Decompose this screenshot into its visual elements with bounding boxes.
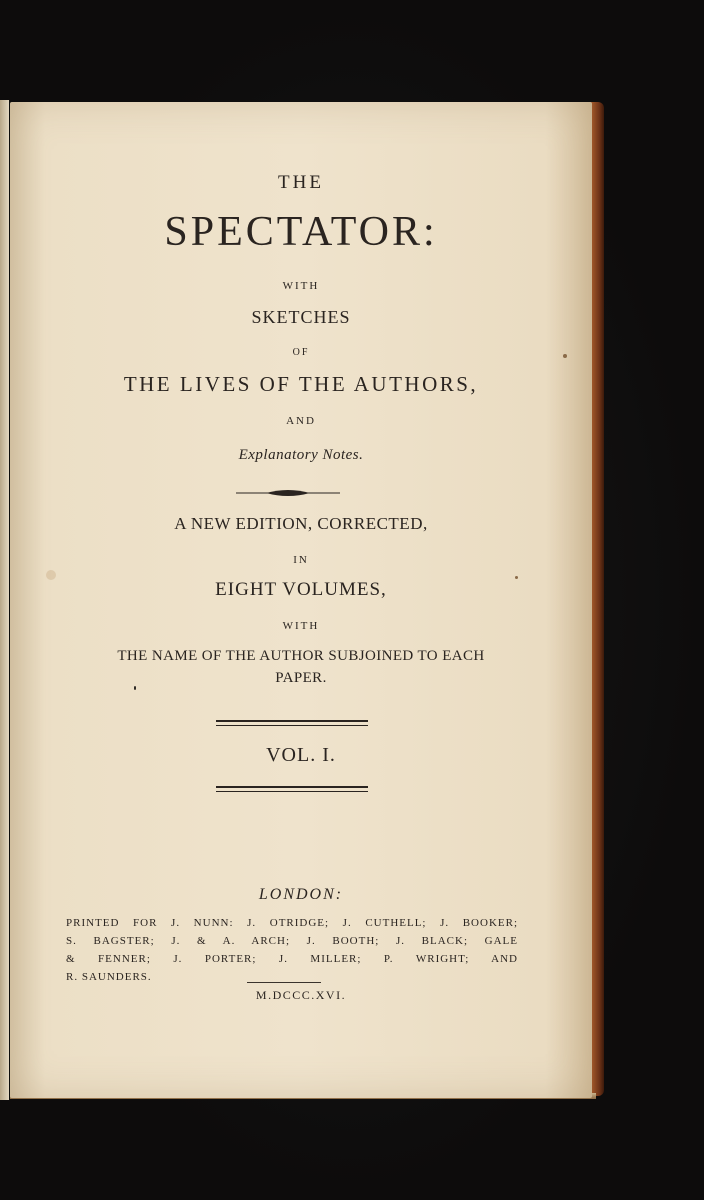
with-label: WITH: [282, 280, 320, 292]
author-note-line-2: PAPER.: [275, 670, 327, 686]
of-label: OF: [292, 347, 310, 358]
volume-number: VOL. I.: [266, 744, 336, 766]
imprint-line: PRINTED FOR J. NUNN: J. OTRIDGE; J. CUTHELL; J. BOOKER;: [66, 917, 518, 929]
in-label: IN: [293, 554, 309, 566]
foxing-spot: [563, 354, 567, 358]
thin-rule: [247, 982, 321, 983]
author-note-line-1: THE NAME OF THE AUTHOR SUBJOINED TO EACH: [117, 648, 485, 664]
title-page: [10, 102, 592, 1098]
imprint-line: & FENNER; J. PORTER; J. MILLER; P. WRIGHT; AND: [66, 953, 518, 965]
sketches-label: SKETCHES: [251, 307, 351, 327]
double-rule-top: [216, 720, 368, 726]
and-label: AND: [286, 415, 316, 427]
edition-statement: A NEW EDITION, CORRECTED,: [174, 514, 428, 533]
double-rule-bottom: [216, 786, 368, 792]
place-of-publication: LONDON:: [258, 886, 344, 903]
article-the: THE: [278, 172, 324, 193]
book-title: SPECTATOR:: [164, 209, 438, 255]
volume-count: EIGHT VOLUMES,: [215, 579, 387, 600]
foxing-spot: [134, 686, 136, 690]
lives-of-authors: THE LIVES OF THE AUTHORS,: [123, 372, 479, 396]
foxing-spot: [515, 576, 518, 579]
facing-page-edge: [0, 100, 9, 1100]
foxing-spot: [46, 570, 56, 580]
publication-year: M.DCCC.XVI.: [255, 988, 347, 1002]
explanatory-notes: Explanatory Notes.: [238, 447, 364, 463]
ornamental-rule: [236, 487, 340, 499]
printer-imprint: [66, 914, 518, 986]
imprint-line: S. BAGSTER; J. & A. ARCH; J. BOOTH; J. BLACK; GALE: [66, 935, 518, 947]
with-label-second: WITH: [282, 620, 320, 632]
imprint-line: R. SAUNDERS.: [66, 971, 152, 983]
